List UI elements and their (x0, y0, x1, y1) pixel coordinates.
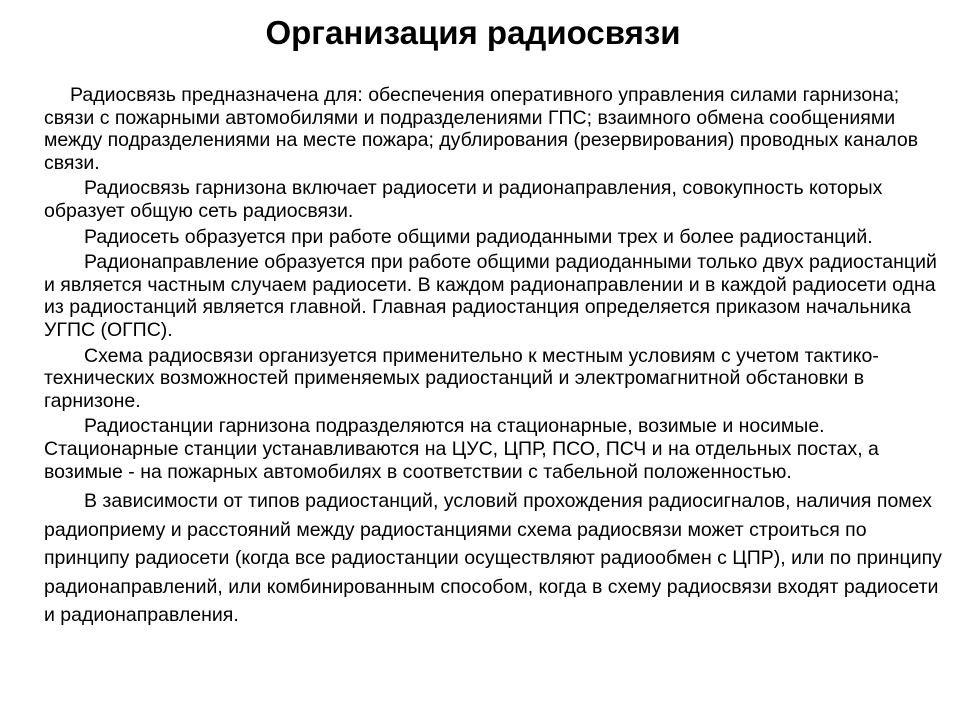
paragraph-radio-network: Радиосеть образуется при работе общими радиоданными трех и более радиостанций. (84, 225, 873, 248)
slide-title: Организация радиосвязи (265, 14, 681, 51)
slide-body (44, 84, 944, 633)
paragraph-purpose: Радиосвязь предназначена для: обеспечения оперативного управления силами гарнизона; связи с пожарными автомобилями и подразделениями ГПС; взаимного обмена сообщениями между подразделениями на месте пожара; дублирования (резервирования) проводных каналов связи. (44, 84, 919, 174)
paragraph-stations: Радиостанции гарнизона подразделяются на стационарные, возимые и носимые. Стационарные станции устанавливаются на ЦУС, ЦПР, ПСО, ПСЧ и на отдельных постах, а возимые - на пожарных автомобилях в соответствии с табельной положенностью. (44, 415, 879, 483)
paragraph-structure: В зависимости от типов радиостанций, условий прохождения радиосигналов, наличия помех радиоприему и расстояний между радиостанциями схема радиосвязи может строиться по принципу радиосети (когда все радиостанции осуществляют радиообмен с ЦПР), или по принципу радионаправлений, или комбинированным способом, когда в схему радиосвязи входят радиосети и радионаправления. (44, 490, 942, 627)
paragraph-scheme: Схема радиосвязи организуется применительно к местным условиям с учетом тактико-технических возможностей применяемых радиостанций и электромагнитной обстановки в гарнизоне. (44, 344, 879, 412)
paragraph-garrison-network: Радиосвязь гарнизона включает радиосети и радионаправления, совокупность которых образует общую сеть радиосвязи. (44, 177, 883, 222)
paragraph-radio-direction: Радионаправление образуется при работе общими радиоданными только двух радиостанций и является частным случаем радиосети. В каждом радионаправлении и в каждой радиосети одна из радиостанций является главной. Главная радиостанция определяется приказом начальника УГПС (ОГПС). (44, 251, 937, 341)
